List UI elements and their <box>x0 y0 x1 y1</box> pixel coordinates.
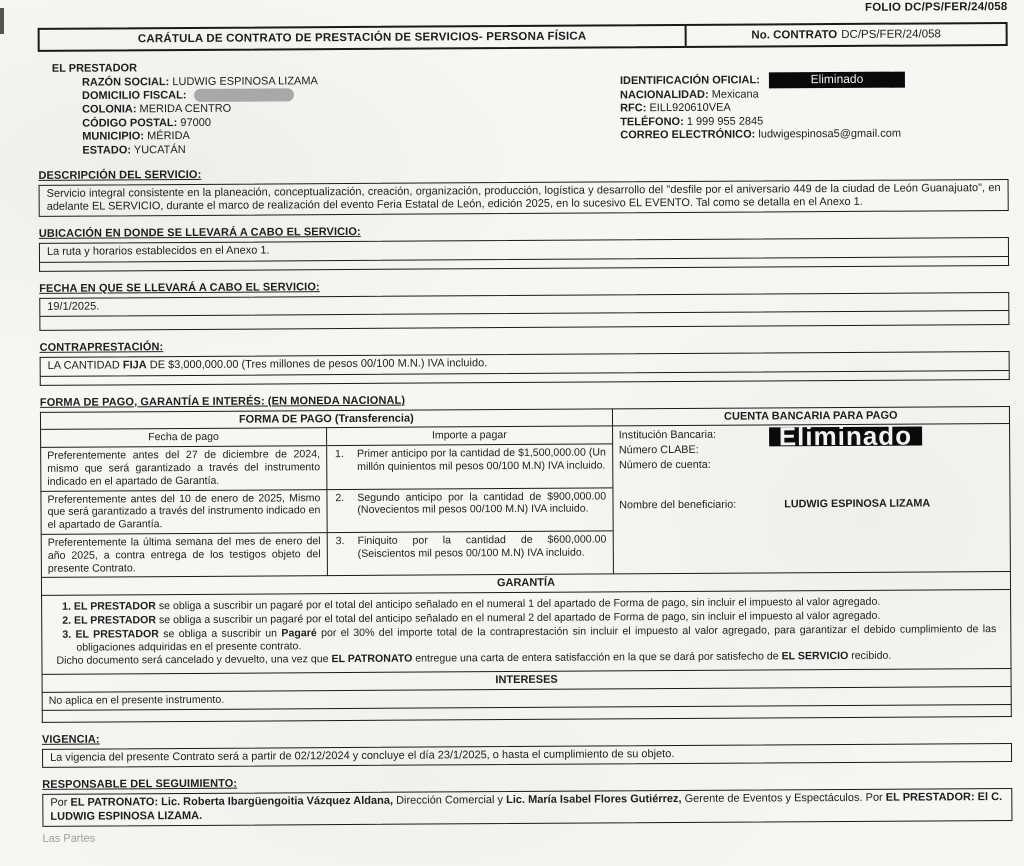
field-label: ESTADO: <box>82 144 132 157</box>
payment-number: 3. <box>335 534 345 548</box>
field-label: IDENTIFICACIÓN OFICIAL: <box>619 74 760 88</box>
payment-amount: Segundo anticipo por la cantidad de $900,000.00 (Novecientos mil pesos 00/100 M.N) IVA incluido. <box>357 490 607 517</box>
contract-number-label: No. CONTRATO <box>751 29 838 42</box>
field-label: NACIONALIDAD: <box>619 88 709 101</box>
bank-account-cell <box>612 420 1010 574</box>
forma-pago-table <box>40 406 1012 723</box>
section-fecha <box>39 277 1009 331</box>
prestador-block <box>38 60 593 159</box>
contract-number-cell <box>687 24 1006 46</box>
payment-amount-cell <box>327 487 613 532</box>
field-value: LUDWIG ESPINOSA LIZAMA <box>172 74 318 88</box>
section-ubicacion <box>39 222 1009 271</box>
field-label: MUNICIPIO: <box>82 130 145 143</box>
field-correo-electronico <box>620 127 1008 143</box>
redacted-gray-blob <box>194 89 294 103</box>
payment-amount-cell <box>327 531 613 576</box>
garantia-header: GARANTÍA <box>41 572 1010 596</box>
field-value: ludwigespinosa5@gmail.com <box>758 127 902 141</box>
document-title: CARÁTULA DE CONTRATO DE PRESTACIÓN DE SERVICIOS- PERSONA FÍSICA <box>40 26 687 50</box>
payment-date: Preferentemente la última semana del mes de enero del año 2025, a contra entrega de los testigos objeto del presente Contrato. <box>41 533 327 578</box>
field-label: RFC: <box>620 102 647 115</box>
field-label: RAZÓN SOCIAL: <box>81 75 170 89</box>
payment-number: 1. <box>335 448 344 461</box>
section-label: CONTRAPRESTACIÓN: <box>39 341 164 355</box>
contract-number-value: DC/PS/FER/24/058 <box>841 28 941 41</box>
section-label: RESPONSABLE DEL SEGUIMIENTO: <box>42 777 238 792</box>
bank-label-institucion: Institución Bancaria: <box>618 429 717 442</box>
field-value: 97000 <box>180 116 212 129</box>
forma-pago-header: FORMA DE PAGO (Transferencia) <box>40 408 612 429</box>
column-header-fecha: Fecha de pago <box>41 428 327 448</box>
field-value: EILL920610VEA <box>649 101 731 115</box>
identificacion-block <box>592 57 1009 155</box>
field-value: 1 999 955 2845 <box>686 115 764 128</box>
cuenta-bancaria-header: CUENTA BANCARIA PARA PAGO <box>612 406 1009 426</box>
payment-amount-cell <box>326 444 612 489</box>
field-label: TELÉFONO: <box>620 115 684 129</box>
field-value: MÉRIDA <box>147 130 190 143</box>
field-label: DOMICILIO FISCAL: <box>81 89 187 103</box>
intereses-text: No aplica en el presente instrumento. <box>42 686 1011 710</box>
intereses-header: INTERESES <box>42 669 1011 693</box>
section-vigencia <box>42 728 1012 768</box>
beneficiario-row <box>619 497 1003 512</box>
fecha-text-box: 19/1/2025. <box>39 292 1009 317</box>
redacted-black-box: Eliminado <box>769 427 922 447</box>
garantia-item-1: 1. EL PRESTADOR se obliga a suscribir un pagaré por el total del anticipo señalado en el numeral 1 del apartado de Forma de pago, sin incluir el impuesto al valor agregado. <box>62 595 881 613</box>
section-contraprestacion <box>40 336 1010 385</box>
column-header-importe: Importe a pagar <box>326 426 612 446</box>
beneficiario-label: Nombre del beneficiario: <box>619 499 737 512</box>
garantia-item-3: 3. EL PRESTADOR se obliga a suscribir un Pagaré por el 30% del importe total de la contraprestación sin incluir el impuesto al valor agregado, para garantizar el debido cumplimiento de las obligaciones adquiridas en el presente contrato. <box>62 622 997 654</box>
payment-amount: Primer anticipo por la cantidad de $1,500,000.00 (Un millón quinientos mil pesos 00/100 M.N) IVA incluido. <box>357 446 606 473</box>
section-label: FECHA EN QUE SE LLEVARÁ A CABO EL SERVICIO: <box>39 280 320 295</box>
garantia-closing: Dicho documento será cancelado y devuelto, una vez que EL PATRONATO entregue una carta de entera satisfacción en la que se dará por satisfecho de EL SERVICIO recibido. <box>56 650 892 668</box>
field-label: CORREO ELECTRÓNICO: <box>620 128 756 142</box>
field-value: YUCATÁN <box>133 143 186 157</box>
document-header-bar <box>38 22 1008 52</box>
field-estado <box>52 141 592 158</box>
section-descripcion <box>38 164 1008 218</box>
garantia-item-2: 2. EL PRESTADOR se obliga a suscribir un pagaré por el total del anticipo señalado en el numeral 2 del apartado de Forma de pago, sin incluir el impuesto al valor agregado. <box>62 609 881 627</box>
parties-block <box>38 57 1009 158</box>
folio-number: FOLIO DC/PS/FER/24/058 <box>864 0 1008 14</box>
field-label: CÓDIGO POSTAL: <box>82 116 178 130</box>
cutoff-footer-text: Las Partes <box>42 832 96 845</box>
bank-labels <box>619 428 769 474</box>
ubicacion-text-box: La ruta y horarios establecidos en el Anexo 1. <box>39 237 1009 262</box>
descripcion-text-box: Servicio integral consistente en la planeación, conceptualización, creación, organización, producción, logística y desarrollo del "desfile por el aniversario 449 de la ciudad de León Guanajuato", en adelante EL SERVICIO, durante el marco de realización del evento Feria Estatal de León, edición 2025, en lo sucesivo EL EVENTO. Tal como se detalla en el Anexo 1. <box>39 179 1009 218</box>
payment-number: 2. <box>335 491 345 504</box>
garantia-body-cell <box>42 590 1011 675</box>
bank-label-cuenta: Número de cuenta: <box>618 459 711 472</box>
prestador-heading: EL PRESTADOR <box>51 62 138 75</box>
seguimiento-text-box: Por EL PATRONATO: Lic. Roberta Ibargüengoitia Vázquez Aldana, Dirección Comercial y Lic. María Isabel Flores Gutiérrez, Gerente de Eventos y Espectáculos. Por EL PRESTADOR: El C. LUDWIG ESPINOSA LIZAMA. <box>42 788 1012 827</box>
field-label: COLONIA: <box>82 103 137 116</box>
section-label: DESCRIPCIÓN DEL SERVICIO: <box>38 168 202 182</box>
redacted-black-box: Eliminado <box>769 72 905 88</box>
field-value: MERIDA CENTRO <box>139 102 232 116</box>
section-seguimiento <box>42 773 1012 827</box>
field-value: Mexicana <box>711 88 759 101</box>
section-label: FORMA DE PAGO, GARANTÍA E INTERÉS: (EN MONEDA NACIONAL) <box>39 394 406 409</box>
section-forma-pago <box>40 391 1012 723</box>
contraprestacion-text-box: LA CANTIDAD FIJA DE $3,000,000.00 (Tres millones de pesos 00/100 M.N.) IVA incluido. <box>40 351 1010 376</box>
vigencia-text-box: La vigencia del presente Contrato será a partir de 02/12/2024 y concluye el día 23/1/2025, o hasta el cumplimiento de su objeto. <box>42 743 1012 768</box>
beneficiario-value: LUDWIG ESPINOSA LIZAMA <box>784 497 931 511</box>
payment-amount: Finiquito por la cantidad de $600,000.00 (Seiscientos mil pesos 00/100 M.N) IVA incluido. <box>357 533 607 560</box>
payment-date: Preferentemente antes del 10 de enero de 2025, Mismo que será garantizado a través del instrumento indicado en el apartado de Garantía. <box>41 489 327 534</box>
payment-date: Preferentemente antes del 27 de diciembre de 2024, mismo que será garantizado a través del instrumento indicado en el apartado de Garantía. <box>41 446 327 491</box>
section-label: UBICACIÓN EN DONDE SE LLEVARÁ A CABO EL SERVICIO: <box>38 226 361 241</box>
section-label: VIGENCIA: <box>41 733 100 746</box>
bank-label-clabe: Número CLABE: <box>618 444 699 457</box>
